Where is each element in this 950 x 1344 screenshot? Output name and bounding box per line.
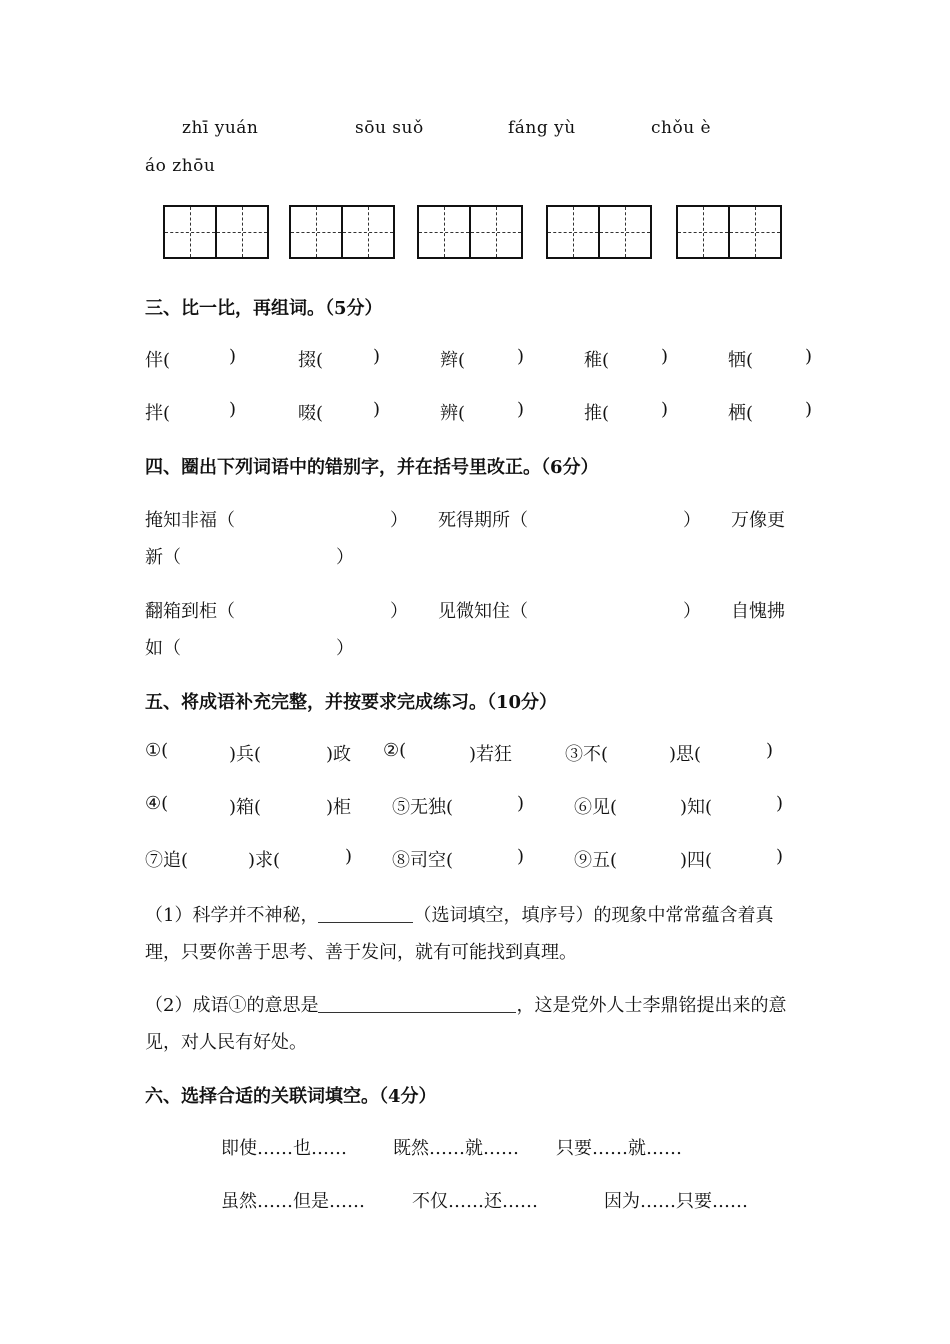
s5-r1-3: )政	[326, 744, 352, 765]
s5-r2-4: ⑤无独(	[392, 797, 454, 818]
s5-r2-2: )箱(	[229, 797, 262, 818]
s4-l3-2: ）	[390, 601, 408, 622]
s5-r2-6: ⑥见(	[574, 797, 618, 818]
s5-r3-2: )求(	[248, 850, 281, 871]
s5-r1-8: )	[766, 740, 774, 761]
s3-r1-1: 伴(	[145, 350, 171, 371]
s5-r1-6: ③不(	[565, 744, 609, 765]
s5-r3-7: )四(	[680, 850, 713, 871]
s5-q2-blank[interactable]	[318, 994, 516, 1013]
section4-heading: 四、圈出下列词语中的错别字，并在括号里改正。（6分）	[145, 457, 599, 478]
writing-grid-5[interactable]	[676, 205, 782, 259]
pinyin-5: áo zhōu	[145, 156, 216, 176]
s5-q1-blank[interactable]	[318, 904, 413, 923]
s4-l1-4: ）	[683, 510, 701, 531]
s3-r1-5: 辫(	[440, 350, 466, 371]
s5-q2-text-a: （2）成语①的意思是	[145, 995, 319, 1016]
s5-r1-4: ②(	[383, 740, 407, 761]
s4-l2-2: ）	[336, 547, 354, 568]
s5-question-1-line1	[145, 901, 773, 927]
s3-r1-9: 牺(	[728, 350, 754, 371]
s3-r2-10: )	[805, 399, 813, 420]
pinyin-2: sōu suǒ	[355, 118, 424, 138]
s5-q2-text-c: 见，对人民有好处。	[145, 1032, 307, 1053]
s6-option-2: 既然……就……	[393, 1138, 519, 1159]
writing-grid-2[interactable]	[289, 205, 395, 259]
s5-q1-text-b: （选词填空，填序号）的现象中常常蕴含着真	[413, 905, 774, 926]
s5-r3-5: )	[517, 846, 525, 867]
s4-l4-2: ）	[336, 638, 354, 659]
s6-option-6: 因为……只要……	[604, 1191, 748, 1212]
s5-r2-7: )知(	[680, 797, 713, 818]
s5-q2-text-b: ，这是党外人士李鼎铭提出来的意	[516, 995, 787, 1016]
s5-r3-3: )	[345, 846, 353, 867]
s3-r2-8: )	[661, 399, 669, 420]
s4-l3-4: ）	[683, 601, 701, 622]
s5-r3-4: ⑧司空(	[392, 850, 454, 871]
s4-l3-5: 自愧拂	[731, 601, 785, 622]
section6-heading: 六、选择合适的关联词填空。（4分）	[145, 1086, 437, 1107]
s3-r2-2: )	[229, 399, 237, 420]
s3-r2-9: 栖(	[728, 403, 754, 424]
pinyin-4: chǒu è	[651, 118, 712, 138]
s3-r1-7: 稚(	[584, 350, 610, 371]
s4-l1-1: 掩知非福（	[145, 510, 235, 531]
s5-r1-1: ①(	[145, 740, 169, 761]
s3-r2-1: 拌(	[145, 403, 171, 424]
s3-r1-6: )	[517, 346, 525, 367]
s4-l1-3: 死得期所（	[438, 510, 528, 531]
section5-heading: 五、将成语补充完整，并按要求完成练习。（10分）	[145, 692, 558, 713]
s3-r1-10: )	[805, 346, 813, 367]
s4-l2-1: 新（	[145, 547, 181, 568]
s5-r2-1: ④(	[145, 793, 169, 814]
s5-q1-text-c: 理，只要你善于思考、善于发问，就有可能找到真理。	[145, 942, 577, 963]
section3-heading: 三、比一比，再组词。（5分）	[145, 298, 383, 319]
pinyin-3: fáng yù	[508, 118, 576, 138]
s3-r1-2: )	[229, 346, 237, 367]
s4-l3-3: 见微知住（	[438, 601, 528, 622]
writing-grid-1[interactable]	[163, 205, 269, 259]
s3-r2-6: )	[517, 399, 525, 420]
s5-r3-6: ⑨五(	[574, 850, 618, 871]
s6-option-1: 即使……也……	[221, 1138, 347, 1159]
s3-r2-3: 啜(	[298, 403, 324, 424]
s4-l4-1: 如（	[145, 638, 181, 659]
s5-r1-5: )若狂	[469, 744, 513, 765]
s5-r2-5: )	[517, 793, 525, 814]
s6-option-5: 不仅……还……	[412, 1191, 538, 1212]
s5-r3-8: )	[776, 846, 784, 867]
s5-r2-3: )柜	[326, 797, 352, 818]
s5-question-2-line1	[145, 991, 786, 1017]
s5-r1-2: )兵(	[229, 744, 262, 765]
s3-r1-8: )	[661, 346, 669, 367]
pinyin-1: zhī yuán	[182, 118, 259, 138]
s3-r2-5: 辨(	[440, 403, 466, 424]
s3-r2-4: )	[373, 399, 381, 420]
s3-r2-7: 推(	[584, 403, 610, 424]
s3-r1-3: 掇(	[298, 350, 324, 371]
writing-grid-3[interactable]	[417, 205, 523, 259]
s5-r3-1: ⑦追(	[145, 850, 189, 871]
s4-l1-2: ）	[390, 510, 408, 531]
s3-r1-4: )	[373, 346, 381, 367]
s4-l3-1: 翻箱到柜（	[145, 601, 235, 622]
writing-grid-4[interactable]	[546, 205, 652, 259]
s5-r1-7: )思(	[669, 744, 702, 765]
s6-option-3: 只要……就……	[556, 1138, 682, 1159]
s6-option-4: 虽然……但是……	[221, 1191, 365, 1212]
s5-q1-text-a: （1）科学并不神秘，	[145, 905, 319, 926]
s4-l1-5: 万像更	[731, 510, 785, 531]
s5-r2-8: )	[776, 793, 784, 814]
